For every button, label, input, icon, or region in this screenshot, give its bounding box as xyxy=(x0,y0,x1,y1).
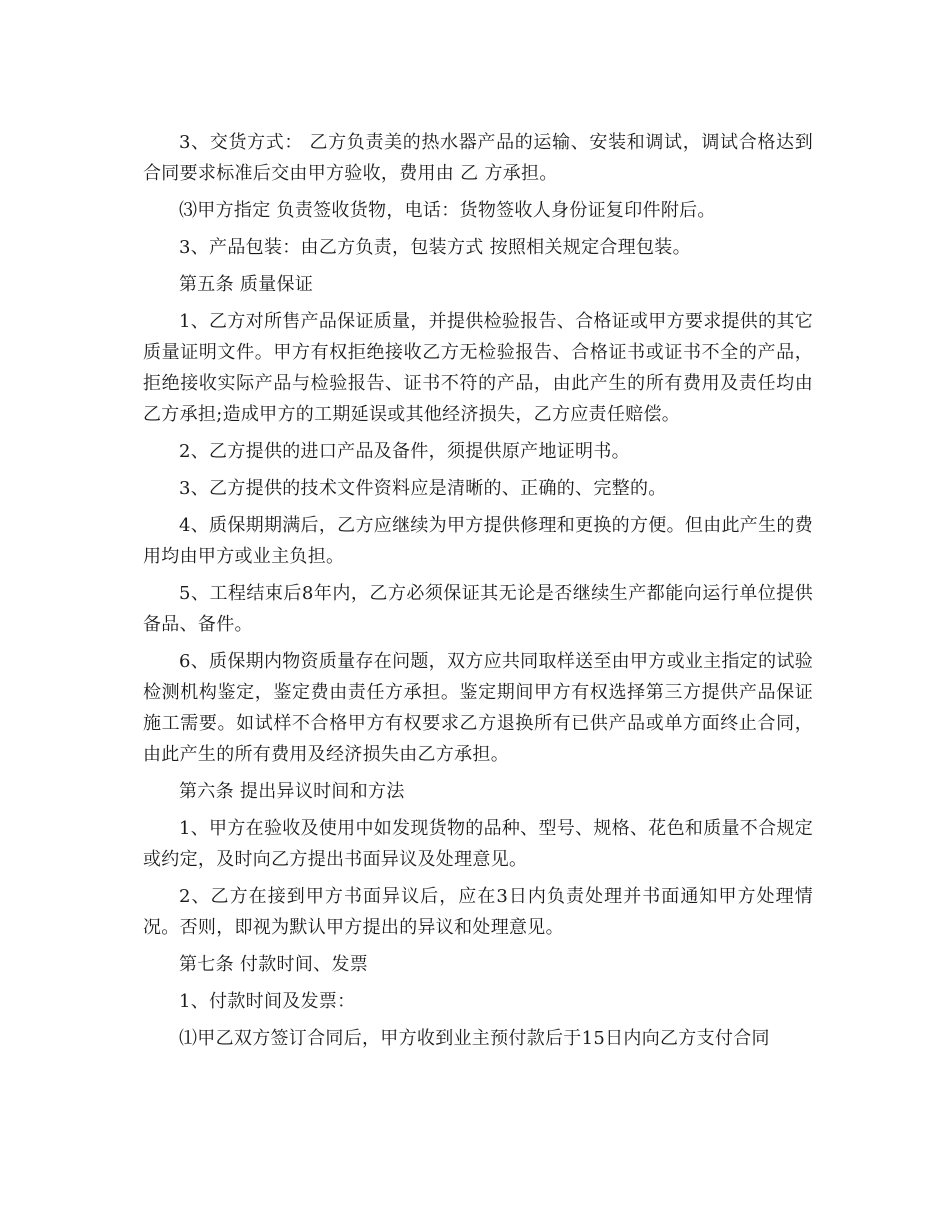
section-heading-article-6: 第六条 提出异议时间和方法 xyxy=(179,781,405,802)
paragraph-quality-6: 6、质保期内物资质量存在问题，双方应共同取样送至由甲方或业主指定的试验检测机构鉴定，鉴定费由责任方承担。鉴定期间甲方有权选择第三方提供产品保证施工需要。如试样不合格甲方有权要求乙方退换所有已供产品或单方面终止合同，由此产生的所有费用及经济损失由乙方承担。 xyxy=(143,651,813,765)
paragraph-delivery-method: 3、交货方式： 乙方负责美的热水器产品的运输、安装和调试，调试合格达到合同要求标准后交由甲方验收，费用由 乙 方承担。 xyxy=(143,132,813,184)
paragraph-quality-4: 4、质保期期满后，乙方应继续为甲方提供修理和更换的方便。但由此产生的费用均由甲方或业主负担。 xyxy=(143,515,813,567)
section-heading-article-7: 第七条 付款时间、发票 xyxy=(179,954,369,975)
paragraph-objection-2: 2、乙方在接到甲方书面异议后，应在3日内负责处理并书面通知甲方处理情况。否则，即视为默认甲方提出的异议和处理意见。 xyxy=(143,886,813,938)
section-heading-article-5: 第五条 质量保证 xyxy=(179,274,314,295)
paragraph-quality-3: 3、乙方提供的技术文件资料应是清晰的、正确的、完整的。 xyxy=(179,478,667,499)
paragraph-payment-1: 1、付款时间及发票： xyxy=(179,991,356,1012)
paragraph-objection-1: 1、甲方在验收及使用中如发现货物的品种、型号、规格、花色和质量不合规定或约定，及时向乙方提出书面异议及处理意见。 xyxy=(143,818,813,870)
paragraph-designated-receiver: ⑶甲方指定 负责签收货物，电话：货物签收人身份证复印件附后。 xyxy=(179,200,716,221)
paragraph-payment-1-1: ⑴甲乙双方签订合同后，甲方收到业主预付款后于15日内向乙方支付合同 xyxy=(179,1028,770,1049)
paragraph-quality-5: 5、工程结束后8年内，乙方必须保证其无论是否继续生产都能向运行单位提供备品、备件。 xyxy=(143,583,813,635)
document-body xyxy=(143,127,813,1060)
paragraph-quality-1: 1、乙方对所售产品保证质量，并提供检验报告、合格证或甲方要求提供的其它质量证明文件。甲方有权拒绝接收乙方无检验报告、合格证书或证书不全的产品，拒绝接收实际产品与检验报告、证书不符的产品，由此产生的所有费用及责任均由乙方承担;造成甲方的工期延误或其他经济损失，乙方应责任赔偿。 xyxy=(143,311,813,425)
paragraph-packaging: 3、产品包装：由乙方负责，包装方式 按照相关规定合理包装。 xyxy=(179,237,691,258)
paragraph-quality-2: 2、乙方提供的进口产品及备件，须提供原产地证明书。 xyxy=(179,441,630,462)
